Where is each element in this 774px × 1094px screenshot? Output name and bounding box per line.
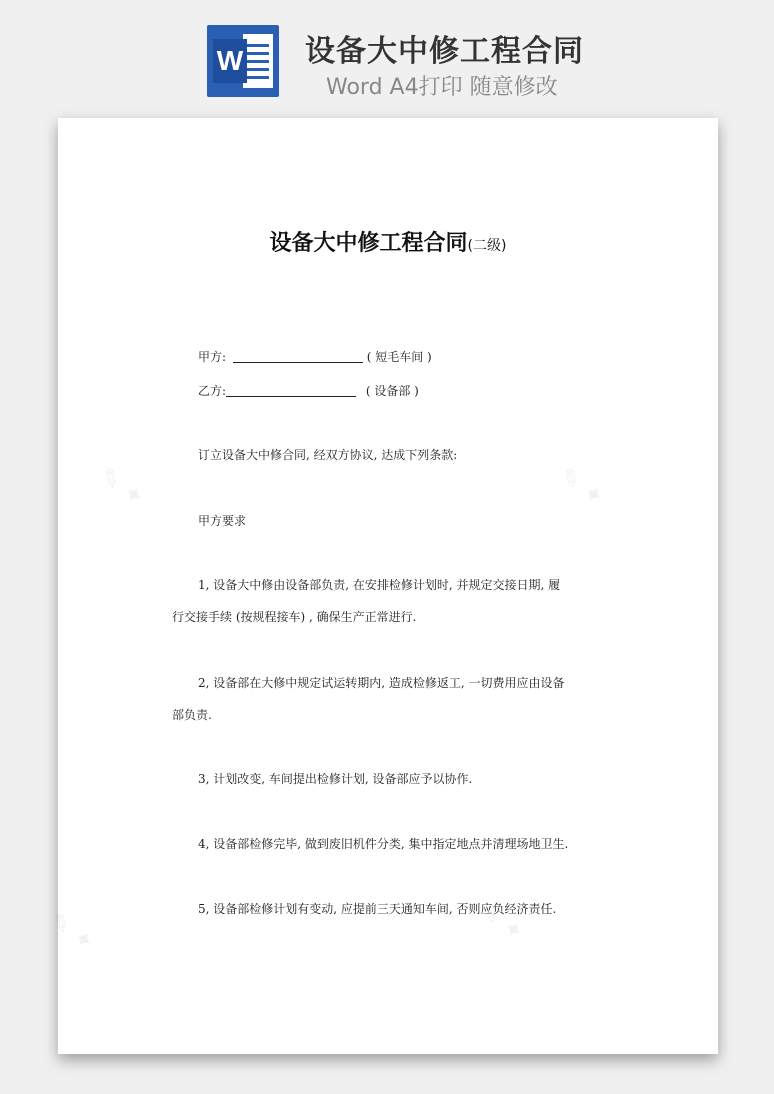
title-main: 设备大中修工程合同 — [269, 231, 468, 256]
clause-1-line-2: 行交接手续 (按规程接车) , 确保生产正常进行. — [172, 610, 417, 624]
document-title — [58, 226, 718, 257]
title-suffix: (二级) — [467, 238, 507, 254]
clause-1-line-1: 1, 设备大中修由设备部负责, 在安排检修计划时, 并规定交接日期, 履 — [198, 578, 561, 592]
watermark: ✎ ✦ — [474, 896, 530, 948]
clause-2-line-1: 2, 设备部在大修中规定试运转期内, 造成检修返工, 一切费用应由设备 — [198, 676, 565, 690]
document-lines — [243, 34, 273, 88]
party-b-line — [198, 382, 419, 399]
word-icon — [207, 25, 279, 97]
watermark: ✎ ✦ — [554, 461, 610, 513]
section-heading: 甲方要求 — [198, 514, 247, 528]
header-subtitle: Word A4打印 随意修改 — [326, 75, 558, 100]
clause-3: 3, 计划改变, 车间提出检修计划, 设备部应予以协作. — [198, 772, 473, 786]
party-b-note: ( 设备部 ) — [365, 384, 419, 398]
party-a-note: ( 短毛车间 ) — [366, 350, 432, 364]
party-b-blank — [226, 384, 356, 397]
watermark: ✎ ✦ — [94, 461, 150, 513]
clause-5: 5, 设备部检修计划有变动, 应提前三天通知车间, 否则应负经济责任. — [198, 902, 557, 916]
clause-2-line-2: 部负责. — [172, 708, 212, 722]
watermark: ✎ ✦ — [44, 906, 100, 958]
header-title: 设备大中修工程合同 — [305, 34, 584, 69]
document-page — [44, 118, 718, 1054]
intro-text: 订立设备大中修合同, 经双方协议, 达成下列条款: — [198, 448, 458, 462]
party-a-line — [198, 348, 432, 365]
word-letter: W — [213, 39, 247, 83]
party-b-label: 乙方: — [198, 384, 227, 398]
header — [0, 0, 774, 115]
clause-4: 4, 设备部检修完毕, 做到废旧机件分类, 集中指定地点并清理场地卫生. — [198, 837, 569, 851]
party-a-label: 甲方: — [198, 350, 227, 364]
party-a-blank — [233, 350, 363, 363]
